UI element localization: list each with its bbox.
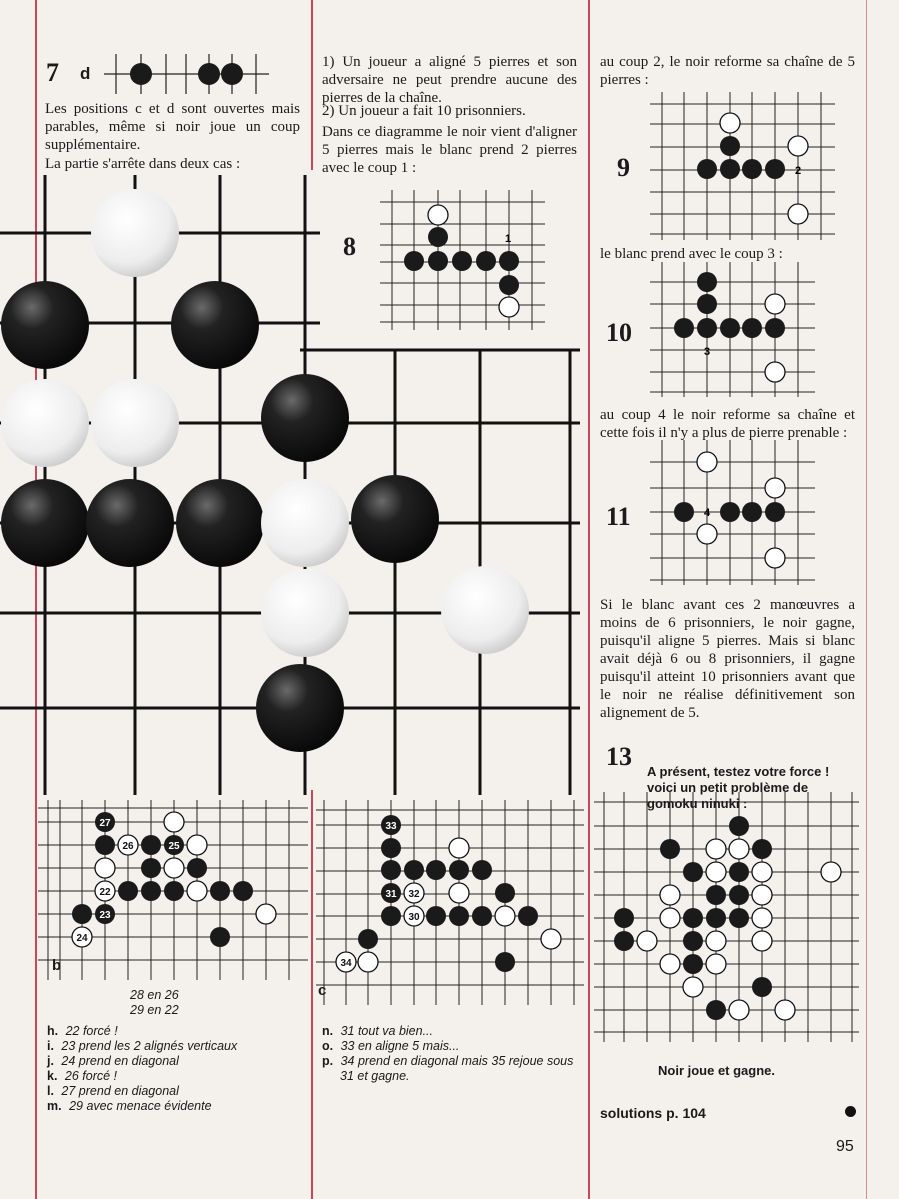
diagram-13 [594,792,859,1042]
black-stone [752,839,772,859]
black-stone [706,1000,726,1020]
black-stone [614,908,634,928]
white-stone [660,908,680,928]
black-stone [660,839,680,859]
board-c-notes [322,1024,584,1084]
page-number: 95 [836,1138,854,1155]
black-stone [518,906,538,926]
move-note: m. 29 avec menace évidente [47,1099,212,1113]
diagram11-intro-text: au coup 4 le noir reforme sa chaîne et cette fois il n'y a plus de pierre prenable : [600,407,855,441]
white-stone [752,885,772,905]
move-note: l. 27 prend en diagonal [47,1084,179,1098]
diagram8-intro-text: Dans ce diagramme le noir vient d'aligner 5 pierres mais le blanc prend 2 pierres avec le coup 1 : [322,124,577,176]
move-note: k. 26 forcé ! [47,1069,118,1083]
black-stone [495,952,515,972]
diagram-letter-d: d [80,64,91,83]
white-stone [706,954,726,974]
white-stone [706,862,726,882]
move-label-4: 4 [703,507,711,519]
white-stone [187,881,207,901]
white-stone [187,835,207,855]
diagram-10 [650,262,815,397]
figure-number-11: 11 [606,502,631,531]
column-rule-1 [311,0,313,170]
white-stone [164,858,184,878]
black-stone [729,885,749,905]
black-stone [426,860,446,880]
move-note: h. 22 forcé ! [47,1024,118,1038]
white-stone [637,931,657,951]
black-stone [141,858,161,878]
diagram-9 [650,92,835,240]
white-stone [821,862,841,882]
figure-number-10: 10 [606,318,632,347]
move-number: 25 [168,841,180,852]
move-number: 23 [99,910,111,921]
move-number: 34 [340,958,352,969]
move-number: 24 [76,933,88,944]
move-number: 22 [99,887,111,898]
right-margin-rule [866,0,867,1199]
end-bullet-icon [845,1106,856,1117]
white-stone [660,954,680,974]
board-b-notes [47,1024,309,1114]
diagram-letter-c: c [318,982,327,999]
figure-number-7: 7 [46,58,59,87]
black-stone [683,862,703,882]
black-stone [118,881,138,901]
move-number: 26 [122,841,134,852]
problem-caption: Noir joue et gagne. [658,1063,776,1078]
black-stone [683,931,703,951]
conclusion-text: Si le blanc avant ces 2 manœuvres a moins de 6 prisonniers, le noir gagne, puisqu'il aligne 5 pierres. Mais si blanc avait déjà 6 ou 8 prisonniers, il gagne puisqu'il atteint 10 prisonniers avant que le noir ne réalise définitivement son alignement de 5. [600,597,855,721]
black-stone [141,835,161,855]
white-stone [358,952,378,972]
figure-number-9: 9 [617,153,630,182]
white-stone [660,885,680,905]
move-note: j. 24 prend en diagonal [47,1054,179,1068]
move-number: 33 [385,821,397,832]
move-number: 27 [99,818,111,829]
white-stone [752,931,772,951]
white-stone [752,862,772,882]
diagram-8 [380,190,545,330]
black-stone [614,931,634,951]
black-stone [495,883,515,903]
move-note: n. 31 tout va bien... [322,1024,434,1038]
black-stone [729,862,749,882]
rule-2-text: 2) Un joueur a fait 10 prisonniers. [322,103,526,119]
black-stone [358,929,378,949]
black-stone [233,881,253,901]
diagram-11 [650,440,815,585]
figure-number-8: 8 [343,232,356,261]
black-stone [72,904,92,924]
move-note: i. 23 prend les 2 alignés verticaux [47,1039,238,1053]
diagram9-intro-text: au coup 2, le noir reforme sa chaîne de 5 pierres : [600,54,855,88]
black-stone [729,816,749,836]
black-stone [404,860,424,880]
white-stone [256,904,276,924]
column-rule-3 [311,790,313,1199]
board-b-note-1: 28 en 26 [130,988,179,1002]
white-stone [706,839,726,859]
figure-number-13: 13 [606,742,632,771]
white-stone [95,858,115,878]
white-stone [164,812,184,832]
black-stone [752,977,772,997]
white-stone [706,931,726,951]
section7-text: Les positions c et d sont ouvertes mais parables, même si noir joue un coup supplémentaire. [45,101,300,153]
black-stone [683,954,703,974]
move-label-1: 1 [504,233,512,245]
column-rule-2 [588,0,590,1199]
white-stone [683,977,703,997]
rule-1-text: 1) Un joueur a aligné 5 pierres et son adversaire ne peut prendre aucune des pierres de la chaîne. [322,54,577,106]
black-stone [210,927,230,947]
move-note: o. 33 en aligne 5 mais... [322,1039,460,1053]
white-stone [729,839,749,859]
black-stone [706,908,726,928]
black-stone [164,881,184,901]
black-stone [95,835,115,855]
move-number: 30 [408,912,420,923]
black-stone [210,881,230,901]
solutions-reference: solutions p. 104 [600,1105,706,1121]
white-stone [495,906,515,926]
black-stone [426,906,446,926]
white-stone [752,908,772,928]
move-number: 31 [385,889,397,900]
black-stone [449,906,469,926]
black-stone [472,860,492,880]
black-stone [381,860,401,880]
move-label-3: 3 [703,346,711,358]
black-stone [141,881,161,901]
black-stone [706,885,726,905]
black-stone [187,858,207,878]
black-stone [381,838,401,858]
white-stone [729,1000,749,1020]
black-stone [472,906,492,926]
problem-intro-text: A présent, testez votre force ! voici un petit problème de gomoku ninuki : [647,764,830,811]
black-stone [449,860,469,880]
black-stone [729,908,749,928]
board-b-note-2: 29 en 22 [130,1003,179,1017]
diagram-c [316,800,584,1005]
move-label-2: 2 [794,165,802,177]
white-stone [449,883,469,903]
move-number: 32 [408,889,420,900]
diagram10-intro-text: le blanc prend avec le coup 3 : [600,246,783,262]
white-stone [775,1000,795,1020]
black-stone [683,908,703,928]
white-stone [541,929,561,949]
white-stone [449,838,469,858]
move-note: p. 34 prend en diagonal mais 35 rejoue sous 31 et gagne. [322,1054,574,1083]
diagram-d [104,54,269,94]
diagram-b [38,800,308,980]
black-stone [381,906,401,926]
section7-text2: La partie s'arrête dans deux cas : [45,156,241,172]
diagram-letter-b: b [52,957,62,974]
